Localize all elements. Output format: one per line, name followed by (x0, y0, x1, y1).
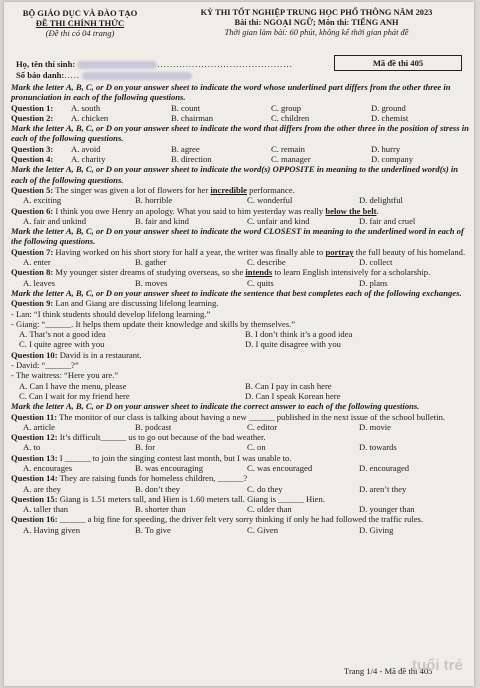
question-12-options (11, 442, 471, 452)
q12-option-d: D. towards (359, 442, 397, 453)
q5-label: Question 5: (11, 184, 54, 195)
question-11-stem (11, 412, 471, 422)
q6-label: Question 6: (11, 205, 54, 216)
q5-post: performance. (247, 184, 295, 195)
exam-page (4, 2, 474, 686)
q14-option-a: A. are they (23, 483, 61, 494)
q3-option-a: A. avoid (71, 143, 101, 154)
q7-option-c: C. describe (247, 257, 286, 268)
q13-text: I ______ to join the singing contest last month, but I was unable to. (59, 452, 292, 463)
q16-option-d: D. Giving (359, 524, 394, 535)
q11-option-d: D. movie (359, 421, 391, 432)
q14-option-c: C. do they (247, 483, 283, 494)
question-13-options (11, 463, 471, 473)
question-4 (11, 154, 471, 164)
q5-option-d: D. delightful (359, 195, 403, 206)
q5-option-c: C. wonderful (247, 195, 293, 206)
q6-option-a: A. fair and unkind (23, 215, 87, 226)
question-5-stem (11, 185, 471, 195)
q15-option-d: D. younger than (359, 504, 415, 515)
name-label: Họ, tên thí sinh: (16, 59, 76, 69)
question-8-stem (11, 267, 471, 277)
q9-option-d: D. I quite disagree with you (245, 339, 341, 350)
question-6-options (11, 216, 471, 226)
official-label: ĐỀ THI CHÍNH THỨC (35, 18, 125, 28)
q10-option-c: C. Can I wait for my friend here (19, 390, 130, 401)
instruction-closest: Mark the letter A, B, C, or D on your answer sheet to indicate the word CLOSEST in meaning to the underlined word in each of the following questions. (11, 226, 464, 247)
q6-option-d: D. fair and cruel (359, 215, 416, 226)
q12-text: It’s difficult______ us to go out because of the bad weather. (59, 432, 266, 443)
q10-line-1: - David: “______?” (11, 360, 79, 371)
question-12-stem (11, 432, 471, 442)
q1-option-c: C. group (271, 102, 302, 113)
question-7-options (11, 257, 471, 267)
q7-option-d: D. collect (359, 257, 393, 268)
q8-underlined: intends (245, 267, 273, 278)
page-count: (Đề thi có 04 trang) (45, 28, 115, 38)
q6-option-c: C. unfair and kind (247, 215, 310, 226)
q5-underlined: incredible (210, 184, 247, 195)
question-15-stem (11, 494, 471, 504)
q10-option-b: B. Can I pay in cash here (245, 380, 332, 391)
q11-option-a: A. article (23, 421, 55, 432)
q15-option-b: B. shorter than (135, 504, 186, 515)
q11-option-c: C. editor (247, 421, 278, 432)
q12-label: Question 12: (11, 432, 58, 443)
q7-option-a: A. enter (23, 257, 51, 268)
q10-text: David is in a restaurant. (59, 349, 142, 360)
q9-text: Lan and Giang are discussing lifelong learning. (55, 298, 219, 309)
q3-label: Question 3: (11, 143, 54, 154)
q12-option-b: B. for (135, 442, 156, 453)
q16-option-a: A. Having given (23, 524, 81, 535)
q9-option-a: A. That’s not a good idea (19, 329, 106, 340)
q14-option-b: B. don’t they (135, 483, 180, 494)
q14-text: They are raising funds for homeless children, ______? (59, 473, 248, 484)
question-16-stem (11, 514, 471, 524)
instruction-exchanges: Mark the letter A, B, C, or D on your answer sheet to indicate the sentence that best completes each of the following exchanges. (11, 287, 462, 298)
question-9-stem (11, 298, 471, 308)
question-10-options-ab (11, 381, 471, 391)
question-6-stem (11, 206, 471, 216)
question-2 (11, 113, 471, 123)
ministry-name: BỘ GIÁO DỤC VÀ ĐÀO TẠO (22, 8, 138, 18)
q2-option-a: A. chicken (71, 112, 109, 123)
question-14-options (11, 484, 471, 494)
watermark-logo: tuổi trẻ (412, 657, 463, 674)
q10-label: Question 10: (11, 349, 58, 360)
q16-option-c: C. Given (247, 524, 279, 535)
q6-underlined: below the belt (325, 205, 377, 216)
q8-post: to learn English intensively for a scholarship. (272, 267, 431, 278)
q13-option-c: C. was encouraged (247, 462, 313, 473)
id-label: Số báo danh: (16, 70, 65, 80)
question-13-stem (11, 453, 471, 463)
q4-option-c: C. manager (271, 154, 311, 165)
q7-option-b: B. gather (135, 257, 167, 268)
q2-label: Question 2: (11, 112, 54, 123)
q4-label: Question 4: (11, 154, 54, 165)
q5-option-b: B. horrible (135, 195, 173, 206)
q15-option-a: A. taller than (23, 504, 69, 515)
question-10-options-cd (11, 391, 471, 401)
instruction-pronunciation: Mark the letter A, B, C, or D on your answer sheet to indicate the word whose underlined part differs from the other three in pronunciation in each of the following questions. (11, 82, 451, 103)
q8-option-c: C. quits (247, 277, 274, 288)
q2-option-b: B. chairman (171, 112, 213, 123)
name-dots: ........................................... (157, 59, 293, 69)
exam-time: Thời gian làm bài: 60 phút, không kể thời gian phát đề (224, 28, 409, 37)
q3-option-c: C. remain (271, 143, 305, 154)
q7-post: the full beauty of his homeland. (353, 246, 466, 257)
q15-text: Giang is 1.51 meters tall, and Hien is 1.60 meters tall. Giang is ______ Hien. (59, 493, 325, 504)
exam-title: KỲ THI TỐT NGHIỆP TRUNG HỌC PHỔ THÔNG NĂM 2023 (200, 8, 433, 17)
q3-option-b: B. agree (171, 143, 200, 154)
q16-text: ______ a big fine for speeding, the driver felt very sorry thinking if only he had followed the traffic rules. (59, 514, 424, 525)
q9-option-c: C. I quite agree with you (19, 339, 105, 350)
q15-label: Question 15: (11, 493, 58, 504)
instruction-correct-answer: Mark the letter A, B, C, or D on your answer sheet to indicate the correct answer to each of the following questions. (11, 401, 420, 412)
instruction-opposite: Mark the letter A, B, C, or D on your answer sheet to indicate the word(s) OPPOSITE in meaning to the underlined word(s) in each of the following questions. (11, 164, 459, 185)
q8-pre: My younger sister dreams of studying overseas, so she (55, 267, 246, 278)
exam-subject: Bài thi: NGOẠI NGỮ; Môn thi: TIẾNG ANH (234, 18, 399, 27)
q16-option-b: B. To give (135, 524, 171, 535)
header-right (164, 8, 469, 38)
question-14-stem (11, 473, 471, 483)
q14-option-d: D. aren’t they (359, 483, 407, 494)
q16-label: Question 16: (11, 514, 58, 525)
question-3 (11, 144, 471, 154)
q1-option-a: A. south (71, 102, 101, 113)
header-left (10, 8, 150, 38)
q3-option-d: D. hurry (371, 143, 401, 154)
q12-option-a: A. to (23, 442, 41, 453)
q13-option-d: D. encouraged (359, 462, 410, 473)
question-9-options-cd (11, 339, 471, 349)
exam-body (11, 82, 471, 535)
q8-label: Question 8: (11, 267, 54, 278)
question-11-options (11, 422, 471, 432)
q4-option-a: A. charity (71, 154, 106, 165)
q13-option-b: B. was encouraging (135, 462, 204, 473)
q7-pre: Having worked on his short story for half a year, the writer was finally able to (55, 246, 326, 257)
q6-post: . (376, 205, 379, 216)
q9-line-1: - Lan: “I think students should develop lifelong learning.” (11, 308, 211, 319)
q6-option-b: B. fair and kind (135, 215, 189, 226)
q11-option-b: B. podcast (135, 421, 172, 432)
question-9-options-ab (11, 329, 471, 339)
q4-option-d: D. company (371, 154, 414, 165)
q8-option-d: D. plans (359, 277, 388, 288)
q9-label: Question 9: (11, 298, 54, 309)
question-10-stem (11, 350, 471, 360)
q5-option-a: A. exciting (23, 195, 62, 206)
id-dots: ..... (64, 70, 80, 80)
q1-option-d: D. ground (371, 102, 406, 113)
question-15-options (11, 504, 471, 514)
q10-line-2: - The waitress: “Here you are.” (11, 370, 119, 381)
candidate-info (16, 59, 293, 81)
question-1 (11, 103, 471, 113)
q14-label: Question 14: (11, 473, 58, 484)
q6-pre: I think you owe Henry an apology. What you said to him yesterday was really (55, 205, 326, 216)
id-redacted (82, 72, 192, 80)
q7-label: Question 7: (11, 246, 54, 257)
q9-line-2: - Giang: “______. It helps them update their knowledge and skills by themselves.” (11, 318, 296, 329)
q1-label: Question 1: (11, 102, 54, 113)
q4-option-b: B. direction (171, 154, 212, 165)
q13-option-a: A. encourages (23, 462, 73, 473)
q10-option-d: D. Can I speak Korean here (245, 390, 341, 401)
question-5-options (11, 195, 471, 205)
question-8-options (11, 278, 471, 288)
q2-option-d: D. chemist (371, 112, 409, 123)
q2-option-c: C. children (271, 112, 310, 123)
q13-label: Question 13: (11, 452, 58, 463)
q11-label: Question 11: (11, 411, 58, 422)
question-7-stem (11, 247, 471, 257)
q8-option-a: A. leaves (23, 277, 55, 288)
instruction-stress: Mark the letter A, B, C, or D on your answer sheet to indicate the word that differs from the other three in the position of stress in each of the following questions. (11, 123, 469, 144)
q1-option-b: B. count (171, 102, 201, 113)
exam-code: Mã đề thi 405 (334, 55, 462, 71)
q15-option-c: C. older than (247, 504, 292, 515)
q7-underlined: portray (325, 246, 354, 257)
q8-option-b: B. moves (135, 277, 168, 288)
name-redacted (77, 61, 157, 69)
q11-text: The monitor of our class is talking about having a new ______ published in the next issue of the school bulletin. (59, 411, 446, 422)
q9-option-b: B. I don’t think it’s a good idea (245, 329, 353, 340)
q12-option-c: C. on (247, 442, 266, 453)
q5-pre: The singer was given a lot of flowers for her (55, 184, 211, 195)
question-16-options (11, 525, 471, 535)
page-footer: Trang 1/4 - Mã đề thi 405 (344, 666, 433, 676)
q10-option-a: A. Can I have the menu, please (19, 380, 127, 391)
